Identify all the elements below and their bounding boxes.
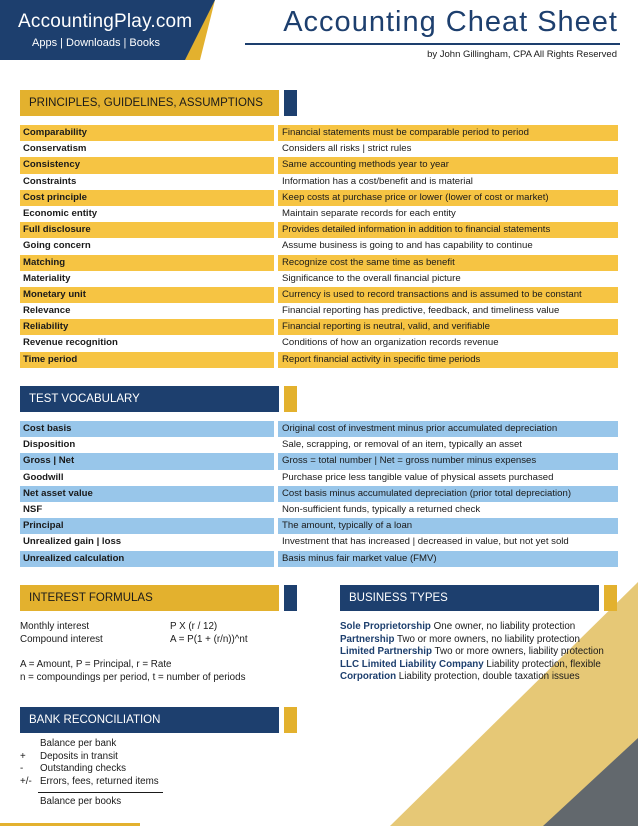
- definition: Non-sufficient funds, typically a returned check: [282, 503, 481, 515]
- definition: Investment that has increased | decreased in value, but not yet sold: [282, 536, 569, 548]
- variable-line: n = compoundings per period, t = number of periods: [20, 671, 246, 683]
- principles-heading-square: [284, 90, 297, 116]
- table-row: [20, 190, 618, 206]
- term: Reliability: [20, 319, 274, 335]
- definition: Cost basis minus accumulated depreciation (prior total depreciation): [278, 486, 618, 502]
- definition: The amount, typically of a loan: [278, 518, 618, 534]
- table-row: [20, 421, 618, 437]
- recon-symbol: +: [20, 750, 26, 762]
- term: Full disclosure: [20, 222, 274, 238]
- term: Monetary unit: [20, 287, 274, 303]
- definition: Maintain separate records for each entity: [282, 207, 456, 219]
- definition: Financial reporting has predictive, feedback, and timeliness value: [282, 305, 560, 317]
- recon-row: [20, 738, 159, 751]
- term: Comparability: [20, 125, 274, 141]
- term: Goodwill: [23, 471, 64, 483]
- business-type-desc: Liability protection, flexible: [483, 658, 601, 670]
- formula-variables: [20, 659, 245, 684]
- formula-expression: P X (r / 12): [170, 621, 218, 632]
- term: Constraints: [23, 175, 77, 187]
- term: Time period: [20, 352, 274, 368]
- list-item: [340, 671, 604, 684]
- vocabulary-heading: TEST VOCABULARY: [20, 386, 279, 412]
- definition: Conditions of how an organization records revenue: [282, 337, 499, 349]
- term: Revenue recognition: [23, 337, 118, 349]
- vocabulary-table: [20, 421, 618, 567]
- term: Going concern: [23, 240, 91, 252]
- definition: Currency is used to record transactions and is assumed to be constant: [278, 287, 618, 303]
- recon-list: [20, 738, 159, 788]
- table-row: [20, 206, 618, 222]
- table-row: [20, 551, 618, 567]
- recon-row: [20, 763, 159, 776]
- table-row: [20, 486, 618, 502]
- definition: Basis minus fair market value (FMV): [278, 551, 618, 567]
- recon-text: Errors, fees, returned items: [40, 775, 159, 787]
- business-types-list: [340, 621, 604, 684]
- definition: Report financial activity in specific time periods: [278, 352, 618, 368]
- recon-text: Outstanding checks: [40, 763, 127, 775]
- table-row: [20, 502, 618, 518]
- vocabulary-heading-square: [284, 386, 297, 412]
- table-row: [20, 125, 618, 141]
- table-row: [20, 319, 618, 335]
- definition: Original cost of investment minus prior accumulated depreciation: [278, 421, 618, 437]
- brand-name[interactable]: AccountingPlay.com: [18, 11, 193, 32]
- table-row: [20, 174, 618, 190]
- brand-links[interactable]: Apps | Downloads | Books: [32, 37, 161, 49]
- definition: Provides detailed information in addition to financial statements: [278, 222, 618, 238]
- recon-symbol: [20, 738, 40, 751]
- recon-symbol: +/-: [20, 775, 32, 787]
- interest-formulas: [20, 621, 248, 646]
- definition: Considers all risks | strict rules: [282, 143, 412, 155]
- interest-heading: INTEREST FORMULAS: [20, 585, 279, 611]
- table-row: [20, 255, 618, 271]
- table-row: [20, 303, 618, 319]
- definition: Financial reporting is neutral, valid, and verifiable: [278, 319, 618, 335]
- term: Relevance: [23, 305, 71, 317]
- term: Materiality: [23, 272, 71, 284]
- definition: Recognize cost the same time as benefit: [278, 255, 618, 271]
- definition: Gross = total number | Net = gross number minus expenses: [278, 453, 618, 469]
- business-type-desc: Two or more owners, no liability protection: [394, 633, 580, 645]
- formula-name: Monthly interest: [20, 621, 90, 632]
- formula-row: [20, 634, 248, 647]
- term: Disposition: [23, 439, 76, 451]
- byline: by John Gillingham, CPA All Rights Reserved: [427, 49, 617, 60]
- business-heading: BUSINESS TYPES: [340, 585, 599, 611]
- definition: Same accounting methods year to year: [278, 157, 618, 173]
- definition: Financial statements must be comparable period to period: [278, 125, 618, 141]
- business-type-name: LLC Limited Liability Company: [340, 658, 484, 670]
- table-row: [20, 352, 618, 368]
- term: NSF: [23, 503, 43, 515]
- list-item: [340, 646, 604, 659]
- term: Conservatism: [23, 143, 87, 155]
- business-type-desc: Two or more owners, liability protection: [432, 646, 604, 657]
- table-row: [20, 141, 618, 157]
- list-item: [340, 659, 604, 672]
- definition: Assume business is going to and has capability to continue: [282, 240, 533, 252]
- table-row: [20, 518, 618, 534]
- recon-heading-square: [284, 707, 297, 733]
- business-heading-square: [604, 585, 617, 611]
- principles-heading: PRINCIPLES, GUIDELINES, ASSUMPTIONS: [20, 90, 279, 116]
- term: Net asset value: [20, 486, 274, 502]
- definition: Purchase price less tangible value of physical assets purchased: [282, 471, 554, 483]
- formula-expression: A = P(1 + (r/n))^nt: [170, 633, 248, 645]
- recon-row: [20, 751, 159, 764]
- term: Unrealized calculation: [20, 551, 274, 567]
- term: Cost basis: [20, 421, 274, 437]
- term: Gross | Net: [20, 453, 274, 469]
- term: Cost principle: [20, 190, 274, 206]
- principles-table: [20, 125, 618, 368]
- interest-heading-square: [284, 585, 297, 611]
- recon-text: Balance per bank: [40, 738, 117, 749]
- recon-total: Balance per books: [40, 796, 122, 807]
- table-row: [20, 453, 618, 469]
- business-type-name: Sole Proprietorship: [340, 621, 431, 632]
- recon-symbol: -: [20, 763, 24, 775]
- business-type-desc: One owner, no liability protection: [430, 621, 576, 632]
- list-item: [340, 634, 604, 647]
- page-title: Accounting Cheat Sheet: [283, 6, 618, 38]
- business-type-name: Corporation: [340, 671, 397, 682]
- table-row: [20, 437, 618, 453]
- recon-total-rule: [38, 792, 163, 793]
- table-row: [20, 271, 618, 287]
- business-type-name: Partnership: [340, 633, 395, 645]
- term: Economic entity: [23, 207, 98, 219]
- list-item: [340, 621, 604, 634]
- table-row: [20, 287, 618, 303]
- definition: Keep costs at purchase price or lower (lower of cost or market): [278, 190, 618, 206]
- definition: Information has a cost/benefit and is material: [282, 175, 473, 187]
- formula-row: [20, 621, 248, 634]
- business-type-name: Limited Partnership: [340, 646, 432, 657]
- table-row: [20, 534, 618, 550]
- definition: Significance to the overall financial picture: [282, 272, 461, 284]
- title-underline: [245, 43, 620, 45]
- table-row: [20, 157, 618, 173]
- table-row: [20, 335, 618, 351]
- table-row: [20, 222, 618, 238]
- term: Principal: [20, 518, 274, 534]
- recon-text: Deposits in transit: [40, 750, 118, 762]
- variable-line: A = Amount, P = Principal, r = Rate: [20, 659, 172, 670]
- term: Consistency: [20, 157, 274, 173]
- formula-name: Compound interest: [20, 633, 103, 645]
- table-row: [20, 470, 618, 486]
- term: Unrealized gain | loss: [23, 536, 122, 548]
- table-row: [20, 238, 618, 254]
- definition: Sale, scrapping, or removal of an item, typically an asset: [282, 439, 522, 451]
- term: Matching: [20, 255, 274, 271]
- business-type-desc: Liability protection, double taxation issues: [396, 671, 580, 682]
- recon-row: [20, 776, 159, 789]
- recon-heading: BANK RECONCILIATION: [20, 707, 279, 733]
